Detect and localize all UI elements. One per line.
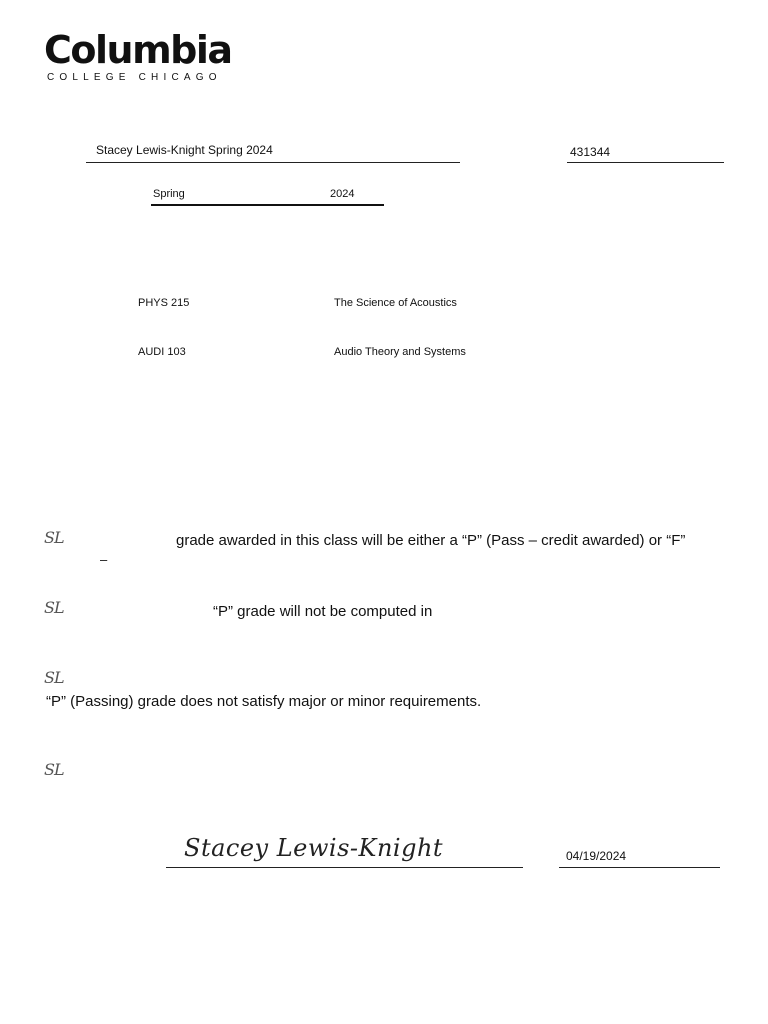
year-field: 2024 [330,188,355,200]
course-title: The Science of Acoustics [334,297,457,309]
statement-initials: SL [44,598,64,617]
student-signature: Stacey Lewis-Knight [184,834,444,862]
student-name-field: Stacey Lewis-Knight Spring 2024 [96,143,273,157]
term-field: Spring [153,188,185,200]
course-code: AUDI 103 [138,346,186,358]
statement-dash: – [100,552,108,567]
college-logo-subtitle: COLLEGE CHICAGO [47,72,222,83]
statement-text: “P” grade will not be computed in [213,603,433,620]
statement-initials: SL [44,528,64,547]
date-underline [559,867,720,868]
signature-date: 04/19/2024 [566,849,627,863]
statement-text: grade awarded in this class will be either a “P” (Pass – credit awarded) or “F” [176,532,686,549]
student-id-underline [567,162,724,163]
statement-text: “P” (Passing) grade does not satisfy major or minor requirements. [46,693,482,710]
student-id-field: 431344 [570,145,611,159]
term-year-underline [151,204,384,206]
course-title: Audio Theory and Systems [334,346,466,358]
student-name-underline [86,162,460,163]
college-logo: Columbia [44,28,232,72]
statement-initials: SL [44,668,64,687]
statement-initials: SL [44,760,64,779]
signature-underline [166,867,523,868]
course-code: PHYS 215 [138,297,190,309]
